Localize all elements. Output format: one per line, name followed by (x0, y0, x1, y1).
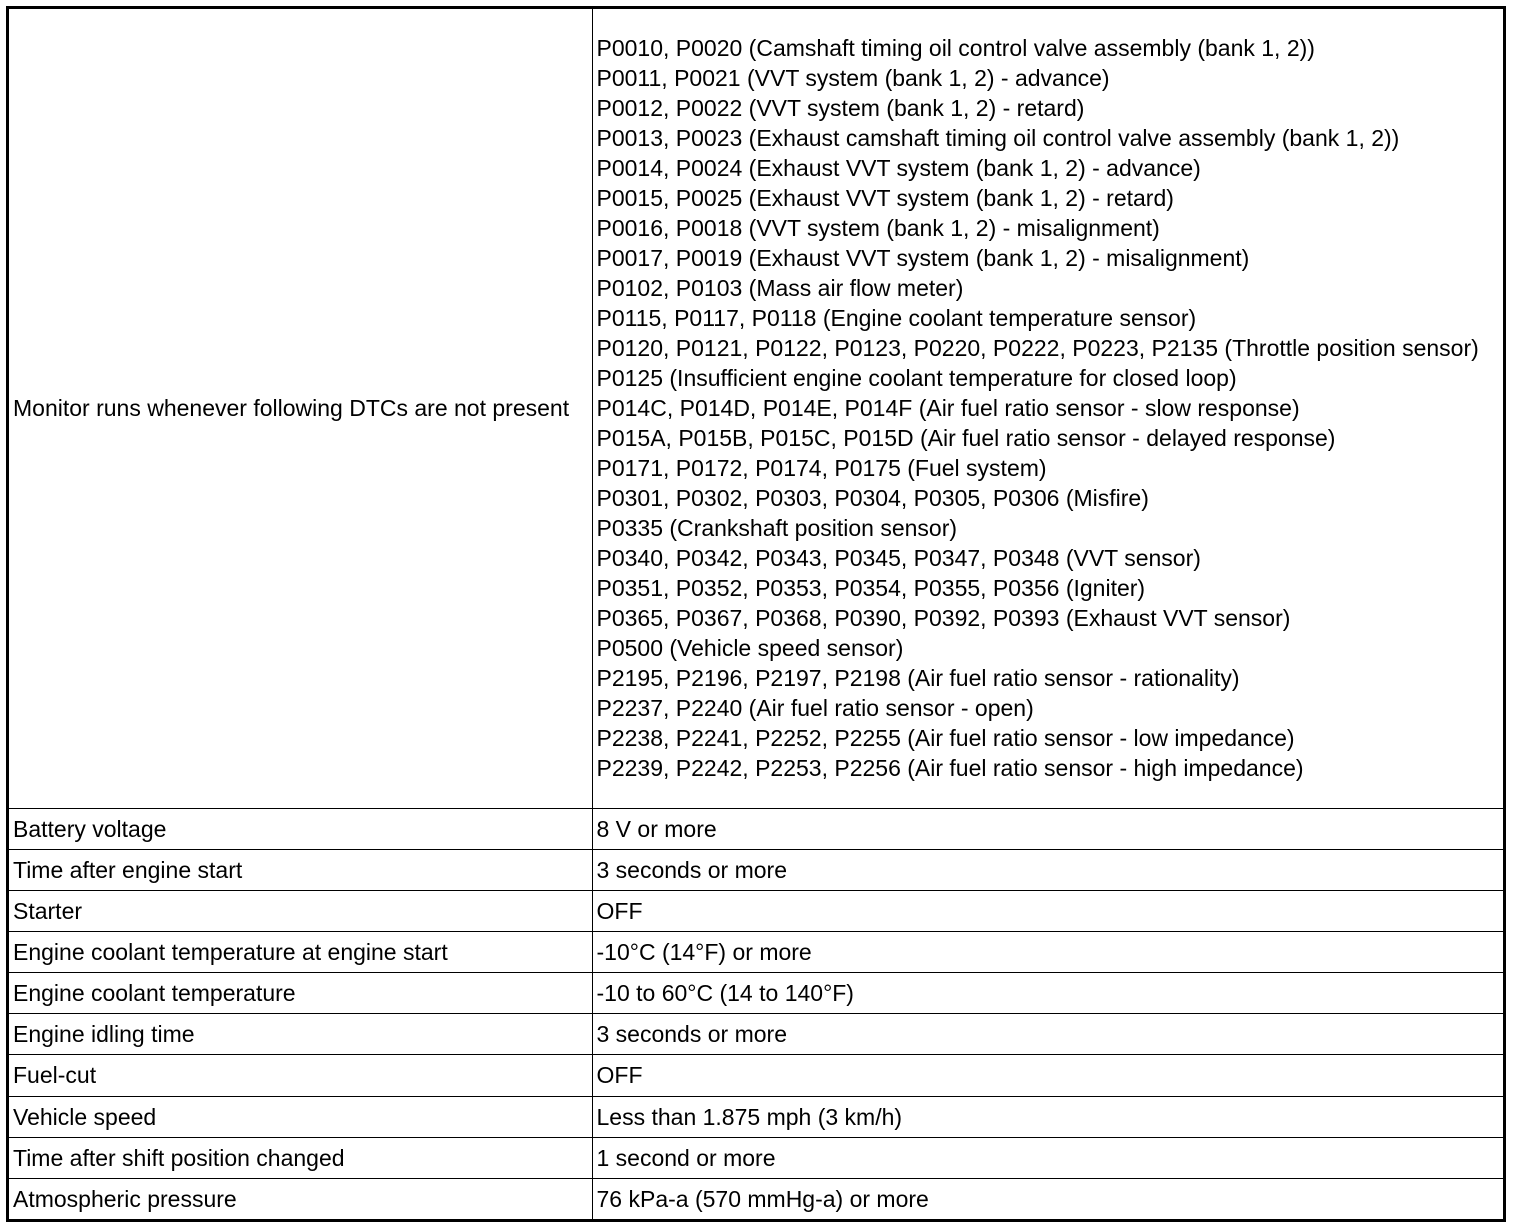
condition-label: Atmospheric pressure (9, 1178, 592, 1219)
dtc-line: P0010, P0020 (Camshaft timing oil control valve assembly (bank 1, 2)) (596, 35, 1315, 62)
dtc-line: P0014, P0024 (Exhaust VVT system (bank 1, 2) - advance) (596, 155, 1201, 182)
dtc-line: P014C, P014D, P014E, P014F (Air fuel ratio sensor - slow response) (596, 395, 1300, 422)
condition-value: 3 seconds or more (592, 1014, 1503, 1055)
dtc-line: P0016, P0018 (VVT system (bank 1, 2) - misalignment) (596, 215, 1160, 242)
condition-value: 1 second or more (592, 1137, 1503, 1178)
dtc-line: P0171, P0172, P0174, P0175 (Fuel system) (596, 455, 1047, 482)
dtc-list (592, 9, 1503, 808)
condition-value: OFF (592, 890, 1503, 931)
condition-label: Time after shift position changed (9, 1137, 592, 1178)
condition-label: Vehicle speed (9, 1096, 592, 1137)
dtc-line: P0012, P0022 (VVT system (bank 1, 2) - retard) (596, 95, 1085, 122)
dtc-line: P0015, P0025 (Exhaust VVT system (bank 1, 2) - retard) (596, 185, 1174, 212)
table-row (9, 973, 1503, 1014)
conditions-table-frame (6, 6, 1506, 1222)
condition-value: -10 to 60°C (14 to 140°F) (592, 973, 1503, 1014)
table-row (9, 9, 1503, 808)
condition-label: Starter (9, 890, 592, 931)
table-row (9, 1014, 1503, 1055)
condition-value: -10°C (14°F) or more (592, 932, 1503, 973)
condition-label: Time after engine start (9, 849, 592, 890)
dtc-line: P0351, P0352, P0353, P0354, P0355, P0356 (Igniter) (596, 575, 1146, 602)
condition-value: OFF (592, 1055, 1503, 1096)
dtc-line: P0017, P0019 (Exhaust VVT system (bank 1, 2) - misalignment) (596, 245, 1250, 272)
dtc-line: P0013, P0023 (Exhaust camshaft timing oil control valve assembly (bank 1, 2)) (596, 125, 1400, 152)
dtc-line: P2238, P2241, P2252, P2255 (Air fuel ratio sensor - low impedance) (596, 725, 1295, 752)
dtc-line: P0340, P0342, P0343, P0345, P0347, P0348 (VVT sensor) (596, 545, 1201, 572)
dtc-line: P0120, P0121, P0122, P0123, P0220, P0222, P0223, P2135 (Throttle position sensor) (596, 335, 1479, 362)
dtc-line: P0102, P0103 (Mass air flow meter) (596, 275, 964, 302)
dtc-line: P0011, P0021 (VVT system (bank 1, 2) - advance) (596, 65, 1110, 92)
table-row (9, 808, 1503, 849)
condition-value: Less than 1.875 mph (3 km/h) (592, 1096, 1503, 1137)
table-row (9, 849, 1503, 890)
condition-label: Monitor runs whenever following DTCs are not present (9, 9, 592, 808)
dtc-line: P0301, P0302, P0303, P0304, P0305, P0306 (Misfire) (596, 485, 1149, 512)
dtc-line: P0365, P0367, P0368, P0390, P0392, P0393 (Exhaust VVT sensor) (596, 605, 1291, 632)
condition-label: Engine coolant temperature (9, 973, 592, 1014)
dtc-line: P0125 (Insufficient engine coolant temperature for closed loop) (596, 365, 1237, 392)
table-row (9, 1055, 1503, 1096)
table-row (9, 1137, 1503, 1178)
dtc-line: P2237, P2240 (Air fuel ratio sensor - open) (596, 695, 1034, 722)
condition-value: 8 V or more (592, 808, 1503, 849)
condition-label: Fuel-cut (9, 1055, 592, 1096)
condition-label: Engine coolant temperature at engine start (9, 932, 592, 973)
condition-label: Battery voltage (9, 808, 592, 849)
dtc-line: P015A, P015B, P015C, P015D (Air fuel ratio sensor - delayed response) (596, 425, 1336, 452)
dtc-line: P2239, P2242, P2253, P2256 (Air fuel ratio sensor - high impedance) (596, 755, 1304, 782)
dtc-line: P2195, P2196, P2197, P2198 (Air fuel ratio sensor - rationality) (596, 665, 1240, 692)
condition-value: 3 seconds or more (592, 849, 1503, 890)
condition-value: 76 kPa-a (570 mmHg-a) or more (592, 1178, 1503, 1219)
table-row (9, 890, 1503, 931)
condition-label: Engine idling time (9, 1014, 592, 1055)
dtc-line: P0335 (Crankshaft position sensor) (596, 515, 958, 542)
dtc-line: P0115, P0117, P0118 (Engine coolant temperature sensor) (596, 305, 1197, 332)
table-row (9, 1178, 1503, 1219)
table-row (9, 932, 1503, 973)
monitor-conditions-table (9, 9, 1503, 1219)
dtc-line: P0500 (Vehicle speed sensor) (596, 635, 904, 662)
table-row (9, 1096, 1503, 1137)
